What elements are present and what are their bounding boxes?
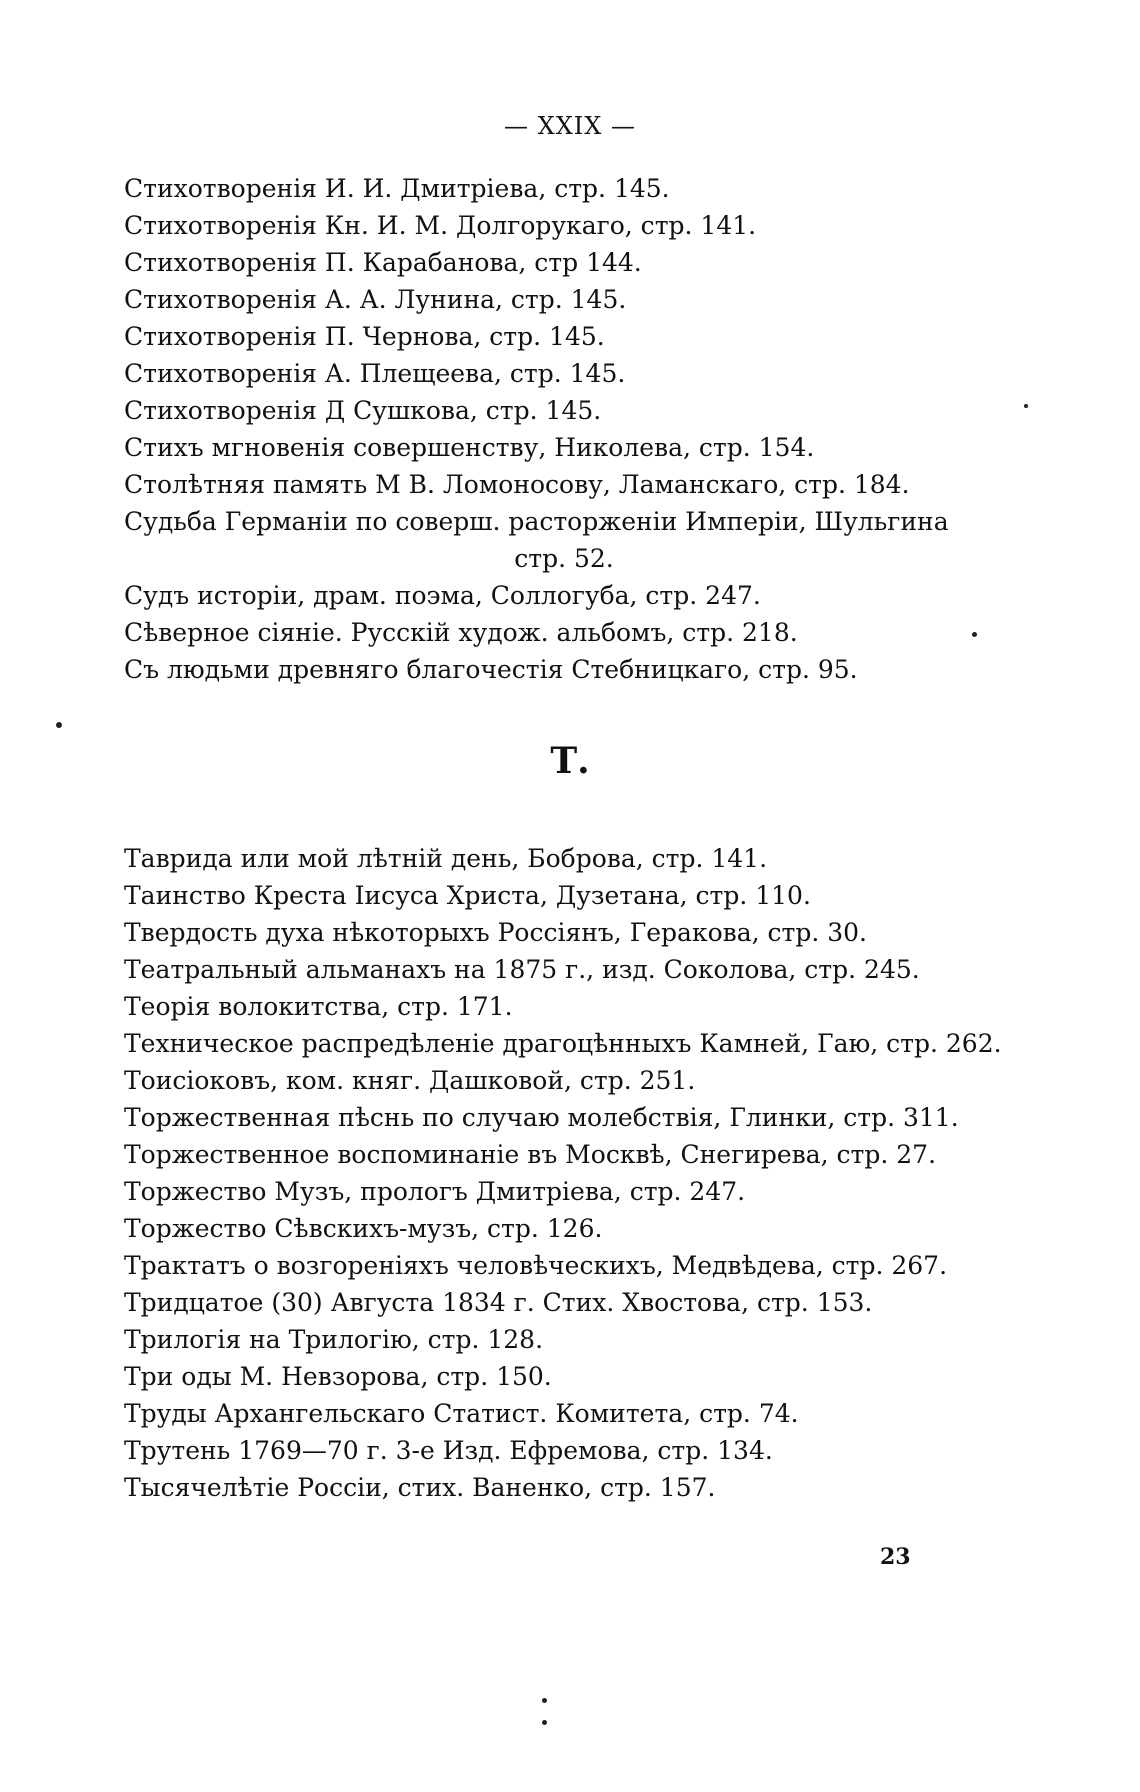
index-entry: Стихотворенія Кн. И. М. Долгорукаго, стр. 141. [124,211,757,240]
index-entry: Стихотворенія А. Плещеева, стр. 145. [124,359,626,388]
scan-speck [542,1720,547,1725]
index-entry: Сѣверное сіяніе. Русскій худож. альбомъ, стр. 218. [124,618,798,647]
index-entry: Труды Архангельскаго Статист. Комитета, стр. 74. [124,1399,799,1428]
index-entry: Торжество Музъ, прологъ Дмитріева, стр. 247. [124,1177,746,1206]
section-letter-heading: Т. [550,740,590,782]
index-entry: Стихъ мгновенія совершенству, Николева, стр. 154. [124,433,815,462]
index-entry: Стихотворенія П. Карабанова, стр 144. [124,248,642,277]
index-entry: Таинство Креста Іисуса Христа, Дузетана, стр. 110. [124,881,811,910]
section-s-entries [124,170,1004,688]
index-entry: Трактатъ о возгореніяхъ человѣческихъ, Медвѣдева, стр. 267. [124,1251,948,1280]
index-entry: Техническое распредѣленіе драгоцѣнныхъ Камней, Гаю, стр. 262. [124,1029,1002,1058]
index-entry: Стихотворенія А. А. Лунина, стр. 145. [124,285,627,314]
index-entry: Торжественная пѣснь по случаю молебствія, Глинки, стр. 311. [124,1103,959,1132]
index-entry: Столѣтняя память М В. Ломоносову, Ламанскаго, стр. 184. [124,470,910,499]
index-entry: Трилогія на Трилогію, стр. 128. [124,1325,544,1354]
scan-speck [56,722,62,728]
index-entry: Тридцатое (30) Августа 1834 г. Стих. Хвостова, стр. 153. [124,1288,873,1317]
index-entry: Трутень 1769—70 г. 3-е Изд. Ефремова, стр. 134. [124,1436,773,1465]
index-entry: Твердость духа нѣкоторыхъ Россіянъ, Геракова, стр. 30. [124,918,867,947]
page-header: — XXIX — [504,112,636,140]
index-entry-continuation: стр. 52. [514,544,614,573]
index-entry: Судьба Германіи по соверш. расторженіи Имперіи, Шульгина [124,507,949,536]
index-entry: Стихотворенія П. Чернова, стр. 145. [124,322,605,351]
index-entry: Стихотворенія Д Сушкова, стр. 145. [124,396,602,425]
scan-speck [542,1698,547,1703]
folio-number: 23 [880,1544,911,1570]
index-entry: Судъ исторіи, драм. поэма, Соллогуба, стр. 247. [124,581,761,610]
index-entry: Три оды М. Невзорова, стр. 150. [124,1362,552,1391]
index-entry: Тоисіоковъ, ком. княг. Дашковой, стр. 251. [124,1066,696,1095]
index-entry: Театральный альманахъ на 1875 г., изд. Соколова, стр. 245. [124,955,920,984]
scan-speck [972,632,977,637]
index-entry: Тысячелѣтіе Россіи, стих. Ваненко, стр. 157. [124,1473,716,1502]
index-entry: Стихотворенія И. И. Дмитріева, стр. 145. [124,174,670,203]
scan-speck [1024,404,1028,408]
index-entry: Теорія волокитства, стр. 171. [124,992,513,1021]
index-entry: Таврида или мой лѣтній день, Боброва, стр. 141. [124,844,768,873]
index-entry: Торжество Сѣвскихъ-музъ, стр. 126. [124,1214,603,1243]
section-t-entries [124,840,1004,1506]
index-entry: Съ людьми древняго благочестія Стебницкаго, стр. 95. [124,655,858,684]
index-entry: Торжественное воспоминаніе въ Москвѣ, Снегирева, стр. 27. [124,1140,937,1169]
